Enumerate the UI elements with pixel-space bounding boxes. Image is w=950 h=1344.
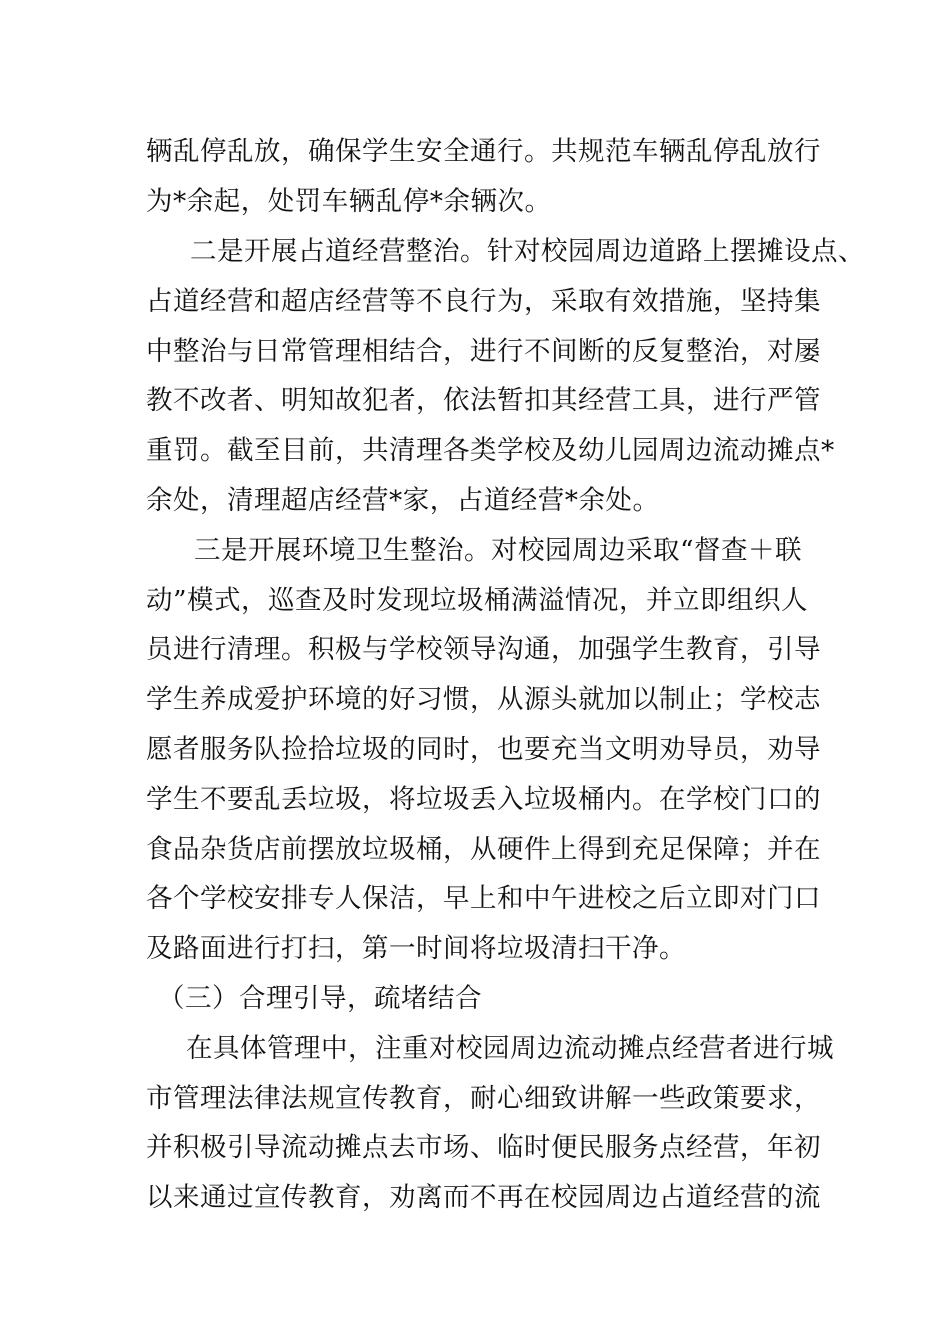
text-line: 教不改者、明知故犯者，依法暂扣其经营工具，进行严管 <box>146 385 821 416</box>
text-line: 二是开展占道经营整治。针对校园周边道路上摆摊设点、 <box>190 236 865 267</box>
text-line: 在具体管理中，注重对校园周边流动摊点经营者进行城 <box>186 1033 834 1064</box>
text-line: 及路面进行打扫，第一时间将垃圾清扫干净。 <box>146 933 686 964</box>
text-line: 动”模式，巡查及时发现垃圾桶满溢情况，并立即组织人 <box>146 585 809 616</box>
text-line: 员进行清理。积极与学校领导沟通，加强学生教育，引导 <box>146 634 821 665</box>
text-line: 食品杂货店前摆放垃圾桶，从硬件上得到充足保障；并在 <box>146 834 821 865</box>
text-line: 辆乱停乱放，确保学生安全通行。共规范车辆乱停乱放行 <box>146 136 821 167</box>
text-line: 学生不要乱丢垃圾，将垃圾丢入垃圾桶内。在学校门口的 <box>146 784 821 815</box>
text-line: 为*余起，处罚车辆乱停*余辆次。 <box>146 186 552 217</box>
text-line: 中整治与日常管理相结合，进行不间断的反复整治，对屡 <box>146 336 821 367</box>
text-line: 并积极引导流动摊点去市场、临时便民服务点经营，年初 <box>146 1132 821 1163</box>
text-line: 余处，清理超店经营*家，占道经营*余处。 <box>146 485 660 516</box>
text-line: 三是开展环境卫生整治。对校园周边采取“督查＋联 <box>194 535 803 566</box>
text-line: 各个学校安排专人保洁，早上和中午进校之后立即对门口 <box>146 883 821 914</box>
text-line: 愿者服务队捡拾垃圾的同时，也要充当文明劝导员，劝导 <box>146 734 821 765</box>
text-line: 重罚。截至目前，共清理各类学校及幼儿园周边流动摊点* <box>146 435 835 466</box>
text-line: 占道经营和超店经营等不良行为，采取有效措施，坚持集 <box>146 286 821 317</box>
section-heading: （三）合理引导，疏堵结合 <box>158 983 482 1014</box>
text-line: 市管理法律法规宣传教育，耐心细致讲解一些政策要求， <box>146 1083 821 1114</box>
text-line: 以来通过宣传教育，劝离而不再在校园周边占道经营的流 <box>146 1182 821 1213</box>
text-line: 学生养成爱护环境的好习惯，从源头就加以制止；学校志 <box>146 684 821 715</box>
